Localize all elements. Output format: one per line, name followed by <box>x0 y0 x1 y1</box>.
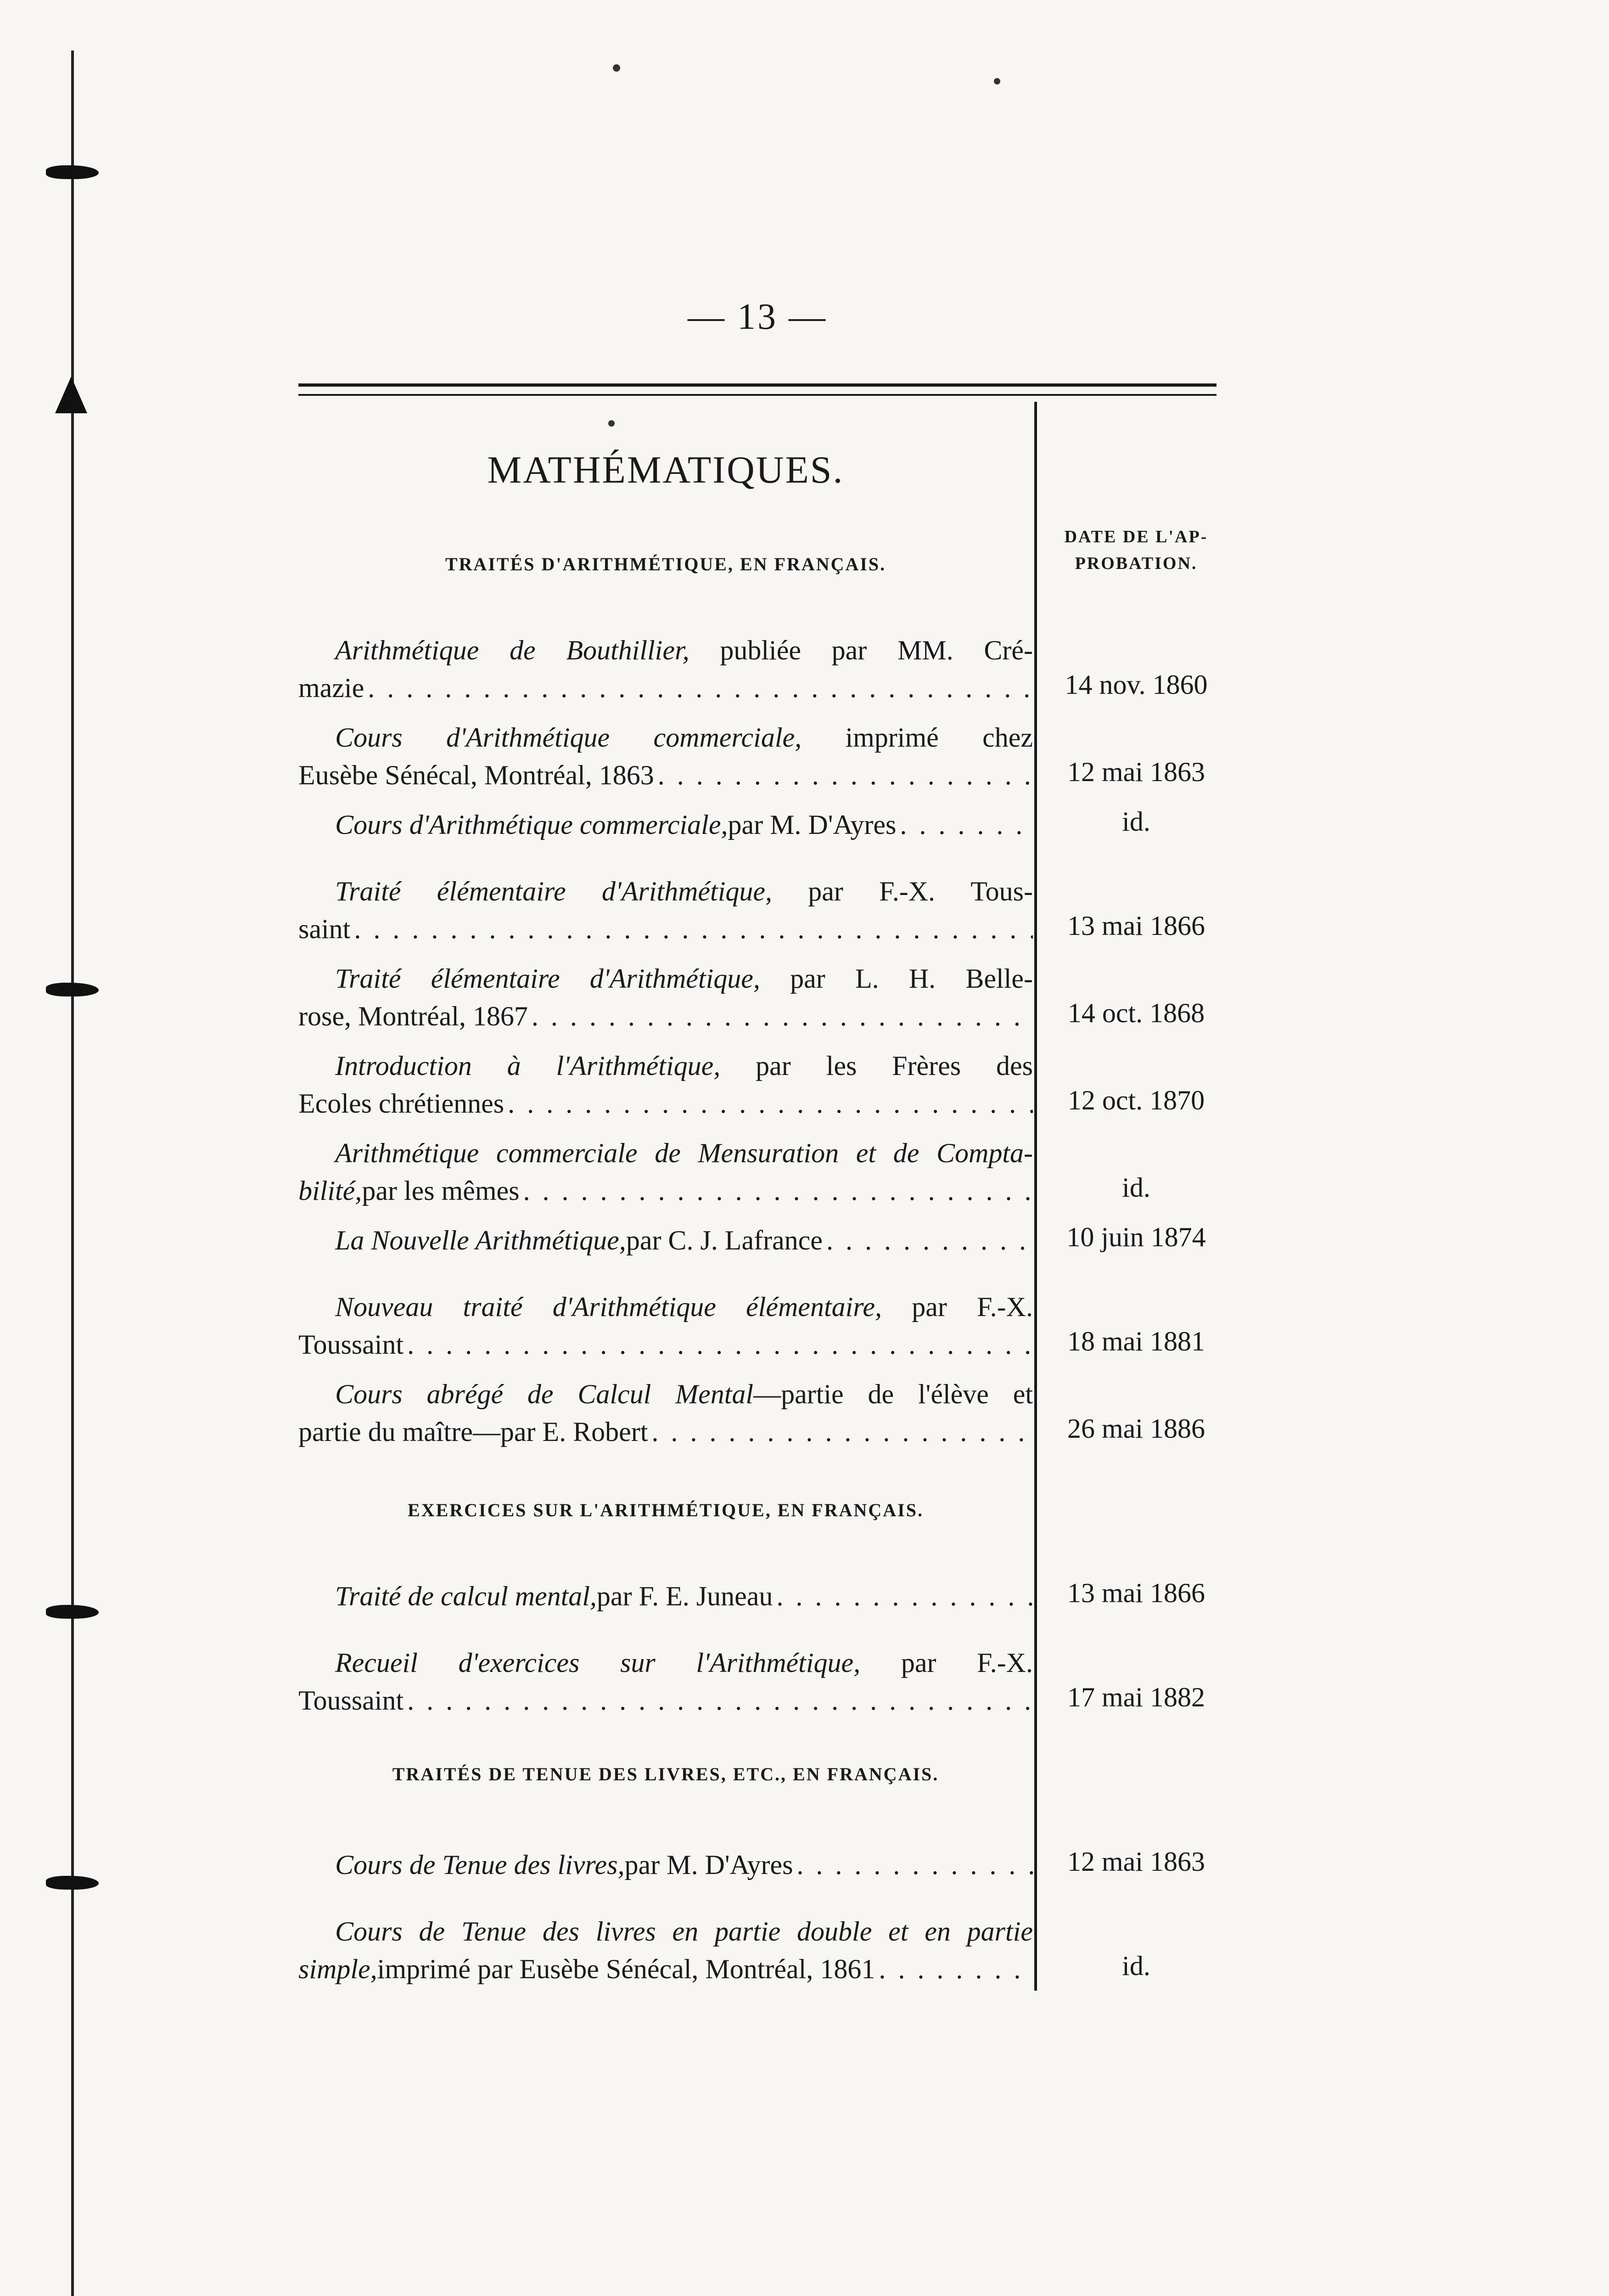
approval-date: 12 mai 1863 <box>1067 757 1205 787</box>
date-column-header: DATE DE L'AP- PROBATION. <box>1064 527 1208 573</box>
binding-stitch <box>46 1605 99 1619</box>
approval-date: 13 mai 1866 <box>1067 911 1205 941</box>
binding-stitch <box>46 983 99 996</box>
page-number: — 13 — <box>688 297 827 337</box>
list-item: Cours de Tenue des livres en partie double et en partie simple, imprimé par Eusèbe Sénécal, Montréal, 1861 . . . <box>298 1913 1033 1988</box>
approval-date: 26 mai 1886 <box>1067 1413 1205 1444</box>
approval-date: id. <box>1122 1172 1150 1203</box>
scan-speck <box>608 420 615 427</box>
list-item: Traité élémentaire d'Arithmétique, par L. H. Belle- rose, Montréal, 1867 . . . <box>298 960 1033 1035</box>
approval-date: 18 mai 1881 <box>1067 1326 1205 1356</box>
approval-date: 17 mai 1882 <box>1067 1682 1205 1712</box>
list-item: Arithmétique commerciale de Mensuration et de Compta- bilité, par les mêmes . . . <box>298 1134 1033 1210</box>
list-item: La Nouvelle Arithmétique, par C. J. Lafrance . . . <box>298 1221 1033 1259</box>
approval-date: 10 juin 1874 <box>1066 1222 1206 1252</box>
list-item: Cours de Tenue des livres, par M. D'Ayres . . . <box>298 1846 1033 1884</box>
approval-date: 14 nov. 1860 <box>1065 670 1208 700</box>
list-item: Nouveau traité d'Arithmétique élémentaire, par F.-X. Toussaint . . . <box>298 1288 1033 1363</box>
group-heading: EXERCICES SUR L'ARITHMÉTIQUE, EN FRANÇAIS. <box>408 1500 924 1520</box>
scan-speck <box>994 78 1000 84</box>
list-item: Introduction à l'Arithmétique, par les Frères des Ecoles chrétiennes . . . <box>298 1047 1033 1122</box>
approval-date: 12 mai 1863 <box>1067 1846 1205 1877</box>
list-item: Traité élémentaire d'Arithmétique, par F.-X. Tous- saint . . . <box>298 872 1033 948</box>
approval-date: 12 oct. 1870 <box>1067 1085 1205 1115</box>
approval-date: 14 oct. 1868 <box>1067 998 1205 1028</box>
list-item: Traité de calcul mental, par F. E. Juneau . . . <box>298 1577 1033 1615</box>
list-item: Cours d'Arithmétique commerciale, imprimé chez Eusèbe Sénécal, Montréal, 1863 . . . <box>298 719 1033 794</box>
section-title: MATHÉMATIQUES. <box>487 449 844 491</box>
list-item: Cours abrégé de Calcul Mental—partie de l'élève et partie du maître—par E. Robert . . . <box>298 1375 1033 1451</box>
list-item: Cours d'Arithmétique commerciale, par M. D'Ayres . . . <box>298 806 1033 844</box>
binding-stitch <box>55 377 87 413</box>
column-divider <box>1034 402 1037 1991</box>
binding-stitch <box>46 1876 99 1890</box>
binding-stitch <box>46 165 99 179</box>
group-heading: TRAITÉS DE TENUE DES LIVRES, ETC., EN FRANÇAIS. <box>392 1764 939 1784</box>
approval-date: 13 mai 1866 <box>1067 1578 1205 1608</box>
list-item: Recueil d'exercices sur l'Arithmétique, par F.-X. Toussaint . . . <box>298 1644 1033 1719</box>
group-heading: TRAITÉS D'ARITHMÉTIQUE, EN FRANÇAIS. <box>445 554 886 574</box>
approval-date: id. <box>1122 806 1150 837</box>
approval-date: id. <box>1122 1951 1150 1981</box>
header-rule <box>298 383 1217 387</box>
list-item: Arithmétique de Bouthillier, publiée par MM. Cré- mazie . . . <box>298 631 1033 707</box>
scan-speck <box>613 64 620 72</box>
header-rule <box>298 394 1217 396</box>
